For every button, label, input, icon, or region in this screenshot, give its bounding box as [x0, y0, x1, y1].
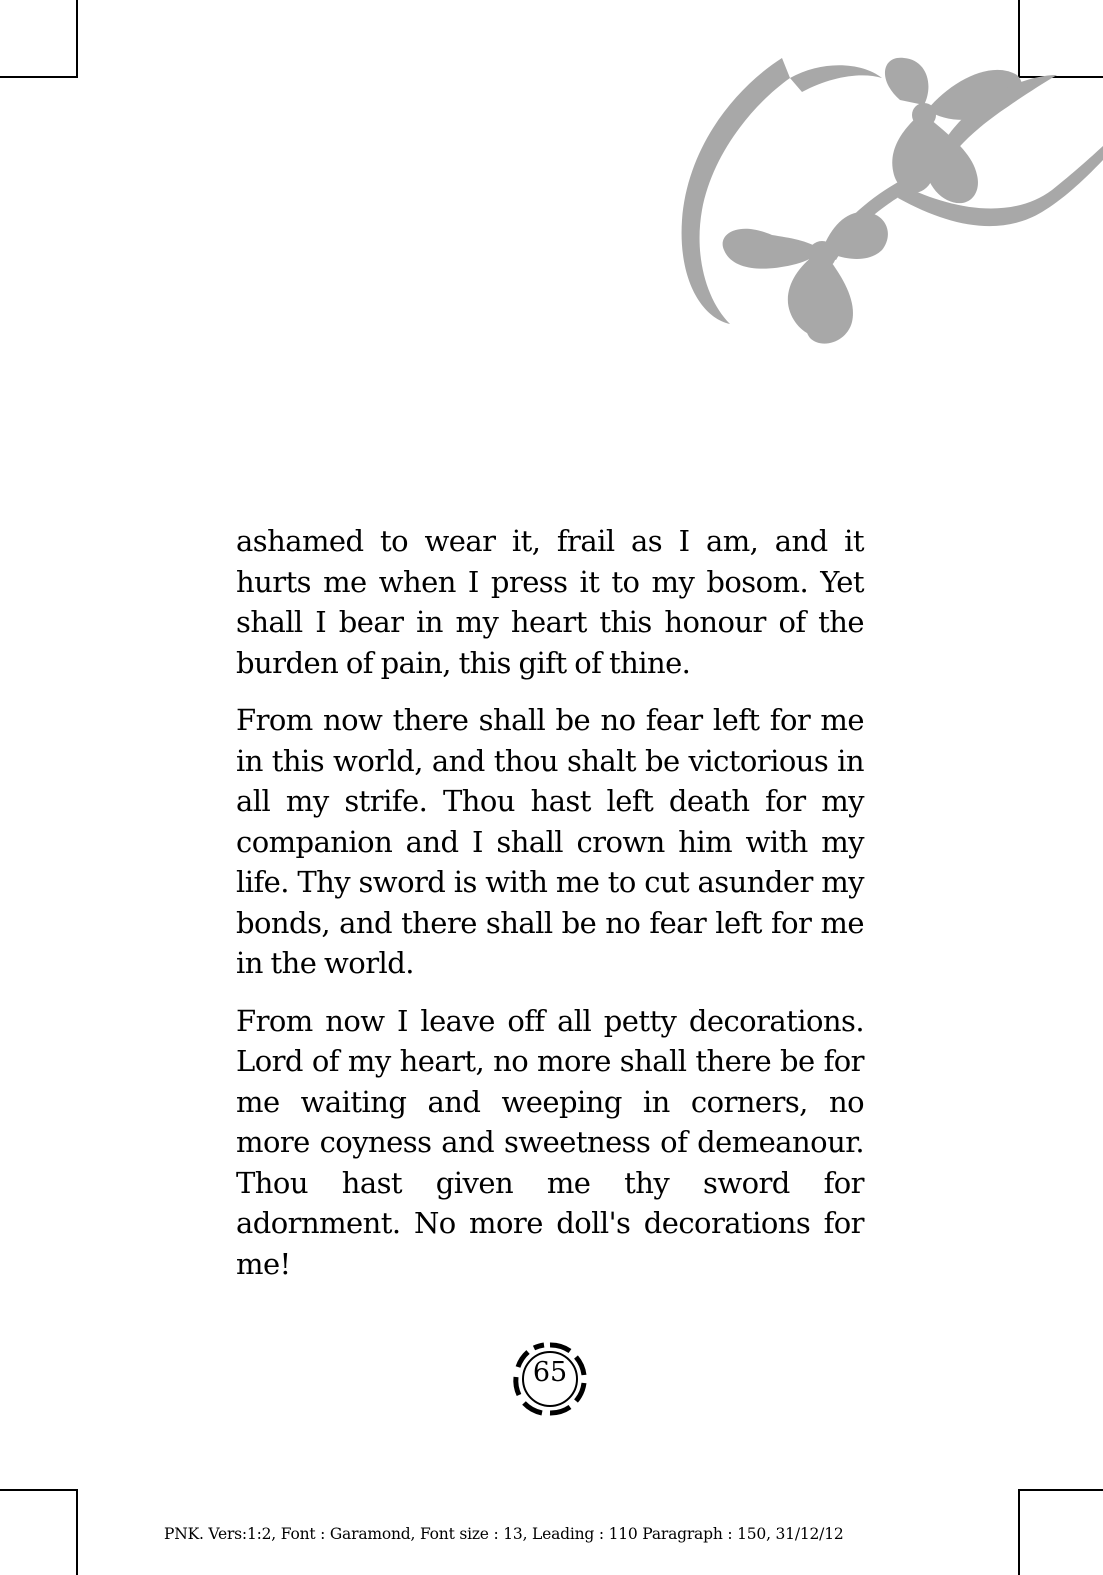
crop-mark-bottom-right [1018, 1489, 1020, 1575]
print-info-footer: PNK. Vers:1:2, Font : Garamond, Font size : 13, Leading : 110 Paragraph : 150, 31/12/12 [164, 1525, 844, 1543]
body-text [236, 521, 864, 1301]
paragraph: From now I leave off all petty decorations. Lord of my heart, no more shall there be for me waiting and weeping in corners, no more coyness and sweetness of demeanour. Thou hast given me thy sword for adornment. No more doll's decorations for me! [236, 1003, 864, 1281]
floral-clover-ornament-icon [672, 50, 1103, 370]
crop-mark-top-left [76, 0, 78, 78]
crop-mark-top-left [0, 76, 78, 78]
page-number: 65 [532, 1357, 568, 1388]
paragraph: ashamed to wear it, frail as I am, and it hurts me when I press it to my bosom. Yet shall I bear in my heart this honour of the burden of pain, this gift of thine. [236, 524, 864, 680]
paragraph: From now there shall be no fear left for me in this world, and thou shalt be victorious in all my strife. Thou hast left death for my companion and I shall crown him with my life. Thy sword is with me to cut asunder my bonds, and there shall be no fear left for me in the world. [236, 703, 864, 980]
crop-mark-bottom-right [1018, 1489, 1103, 1491]
crop-mark-bottom-left [76, 1489, 78, 1575]
crop-mark-bottom-left [0, 1489, 78, 1491]
